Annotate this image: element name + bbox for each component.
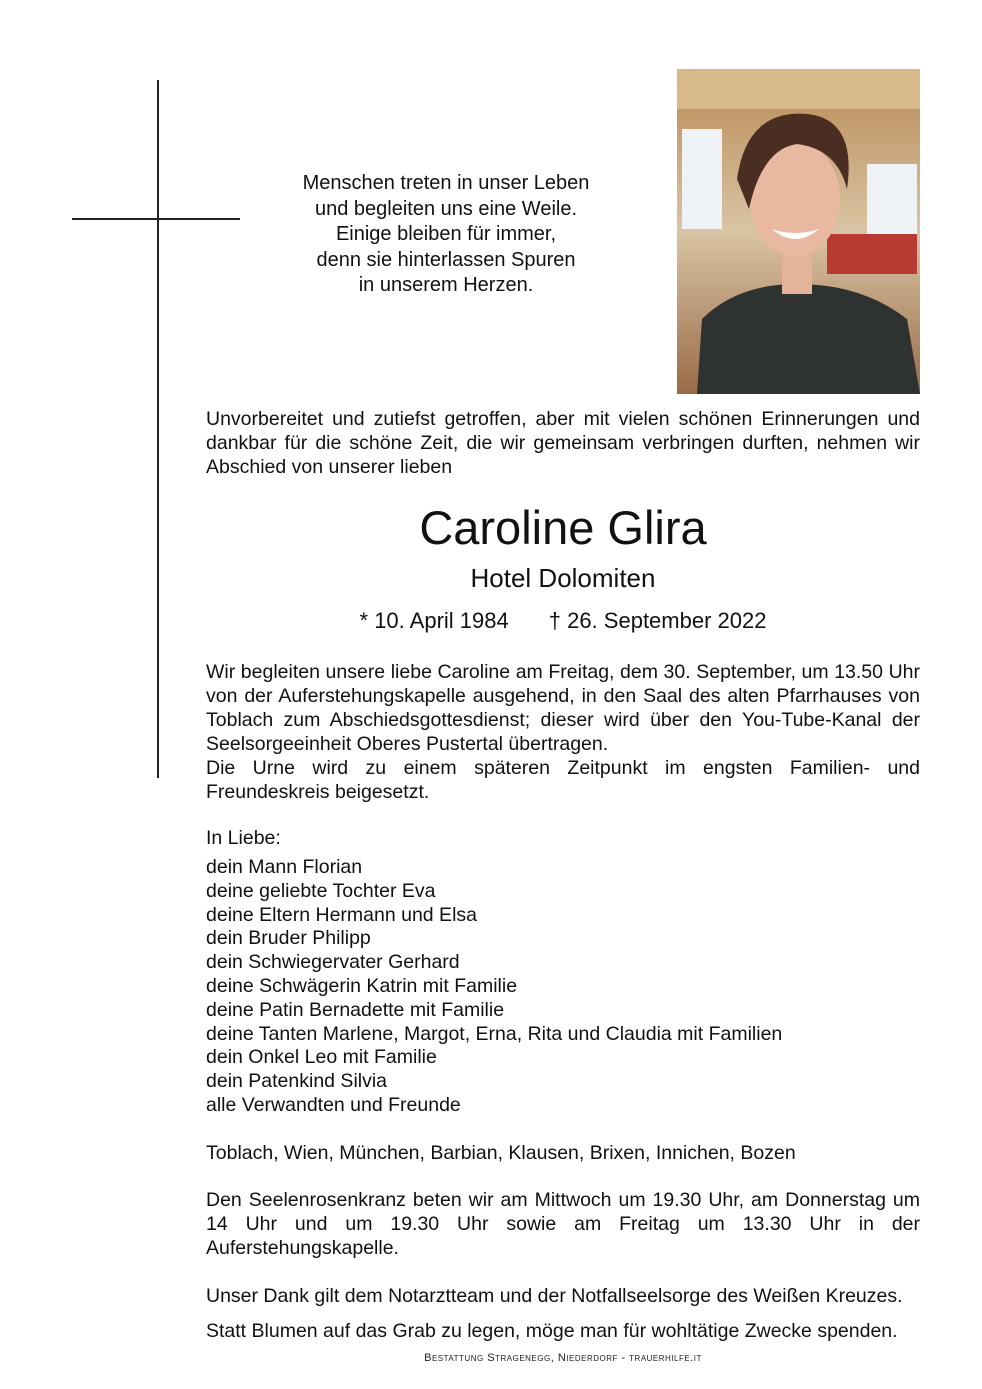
mourner: dein Bruder Philipp <box>206 927 371 950</box>
mourner: alle Verwandten und Freunde <box>206 1093 461 1116</box>
death-date: † 26. September 2022 <box>548 608 767 633</box>
poem-line: und begleiten uns eine Weile. <box>314 197 578 220</box>
mourners-list <box>206 856 920 1118</box>
birth-date: * 10. April 1984 <box>359 608 509 633</box>
in-love-label: In Liebe: <box>206 827 281 849</box>
life-dates <box>206 606 920 636</box>
poem-line: in unserem Herzen. <box>358 274 534 297</box>
poem <box>246 171 646 299</box>
mourner: dein Patenkind Silvia <box>206 1070 388 1093</box>
flowers-paragraph: Statt Blumen auf das Grab zu legen, möge man für wohltätige Zwecke spenden. <box>206 1320 898 1342</box>
poem-line: denn sie hinterlassen Spuren <box>316 248 576 271</box>
mourner: deine Schwägerin Katrin mit Familie <box>206 974 518 997</box>
poem-line: Menschen treten in unser Leben <box>302 172 590 194</box>
mourner: dein Schwiegervater Gerhard <box>206 951 460 974</box>
funeral-text: Wir begleiten unsere liebe Caroline am Freitag, dem 30. September, um 13.50 Uhr von der Auferstehungskapelle ausgehend, in den Saal des alten Pfarrhauses von Toblach zum Abschiedsgottesdienst; dieser wird über den You-Tube-Kanal der Seelsorgeeinheit Oberes Pustertal übertragen. <box>206 661 920 755</box>
poem-line: Einige bleiben für immer, <box>335 223 557 246</box>
mourner: deine Tanten Marlene, Margot, Erna, Rita und Claudia mit Familien <box>206 1022 783 1045</box>
cross-horizontal-bar <box>72 218 240 220</box>
thanks-paragraph: Unser Dank gilt dem Notarztteam und der Notfallseelsorge des Weißen Kreuzes. <box>206 1285 903 1307</box>
mourner: dein Onkel Leo mit Familie <box>206 1046 437 1069</box>
mourner: dein Mann Florian <box>206 856 363 878</box>
places: Toblach, Wien, München, Barbian, Klausen, Brixen, Innichen, Bozen <box>206 1142 796 1164</box>
urn-text: Die Urne wird zu einem späteren Zeitpunkt im engsten Familien- und Freundeskreis beigesetzt. <box>206 756 920 803</box>
deceased-subtitle: Hotel Dolomiten <box>470 563 656 593</box>
cross-vertical-bar <box>157 80 159 778</box>
mourner: deine geliebte Tochter Eva <box>206 879 436 902</box>
funeral-home-footer: Bestattung Stragenegg, Niederdorf - trauerhilfe.it <box>424 1352 702 1364</box>
intro-paragraph: Unvorbereitet und zutiefst getroffen, aber mit vielen schönen Erinnerungen und dankbar für die schöne Zeit, die wir gemeinsam verbringen durften, nehmen wir Abschied von unserer lieben <box>206 408 920 478</box>
portrait-photo <box>677 69 920 394</box>
funeral-paragraph <box>206 661 920 804</box>
mourner: deine Eltern Hermann und Elsa <box>206 903 477 926</box>
mourner: deine Patin Bernadette mit Familie <box>206 998 505 1021</box>
rosary-paragraph: Den Seelenrosenkranz beten wir am Mittwoch um 19.30 Uhr, am Donnerstag um 14 Uhr und um 19.30 Uhr sowie am Freitag um 13.30 Uhr in der Auferstehungskapelle. <box>206 1189 920 1259</box>
deceased-name: Caroline Glira <box>419 501 707 554</box>
